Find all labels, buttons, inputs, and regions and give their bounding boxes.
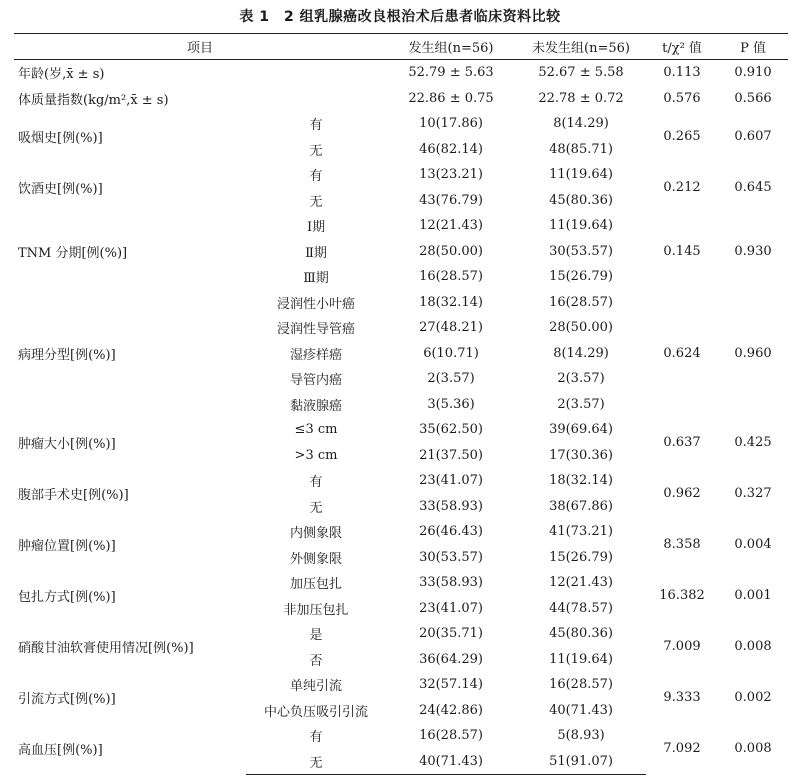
stat-value: 0.212 [663,180,701,195]
group-b-value: 45(80.36) [549,192,613,208]
stat-value: 8.358 [663,537,701,552]
group-b-value: 2(3.57) [557,371,605,387]
group-b-value: 28(50.00) [549,320,613,336]
p-value: 0.001 [734,588,772,603]
table-row [14,672,788,698]
stat-value: 7.092 [663,741,701,757]
group-a-value: 20(35.71) [419,626,483,642]
group-b-value: 44(78.57) [549,600,613,616]
group-a-value: 32(57.14) [419,677,483,693]
group-b-value: 11(19.64) [549,651,613,667]
stat-value: 0.265 [663,129,701,144]
row-sublabel: 导管内癌 [290,373,343,389]
table-row [14,86,788,112]
row-label: 硝酸甘油软膏使用情况[例(%)] [18,641,194,656]
group-b-value: 16(28.57) [549,294,613,310]
table-row [14,723,788,749]
header-group-b: 未发生组(n=56) [516,34,646,60]
stat-value: 7.009 [663,639,701,654]
group-a-value: 21(37.50) [419,447,483,463]
table-header-row [14,34,788,60]
p-value: 0.645 [734,180,772,195]
group-a-value: 40(71.43) [386,749,516,775]
row-sublabel: 湿疹样癌 [290,347,343,363]
table-caption: 表 1 2 组乳腺癌改良根治术后患者临床资料比较 [239,9,561,25]
row-label: 年龄(岁,x̄ ± s) [18,67,105,83]
row-sublabel: 有 [309,169,323,185]
group-b-value: 11(19.64) [549,167,613,183]
group-a-value: 2(3.57) [427,371,475,387]
group-a-value: 23(41.07) [419,473,483,489]
row-sublabel: 无 [246,749,386,775]
row-sublabel: 否 [309,653,323,669]
stat-value: 0.576 [663,90,701,106]
group-a-value: 22.86 ± 0.75 [408,90,494,106]
group-a-value: 6(10.71) [423,345,479,361]
header-item: 项目 [14,34,386,60]
group-a-value: 33(58.93) [419,498,483,514]
group-b-value: 12(21.43) [549,575,613,591]
group-b-value: 40(71.43) [549,702,613,718]
table-row [14,468,788,494]
p-value: 0.910 [734,65,772,81]
stat-value: 0.637 [663,435,701,450]
stat-value: 0.113 [663,65,701,81]
row-sublabel: Ⅱ期 [305,245,327,261]
p-value: 0.960 [734,345,772,361]
row-sublabel: 无 [309,500,323,516]
group-a-value: 18(32.14) [419,294,483,310]
group-b-value: 11(19.64) [549,218,613,234]
row-sublabel: 有 [309,475,323,491]
row-label: TNM 分期[例(%)] [18,245,128,261]
table-body [14,60,788,775]
p-value: 0.607 [734,129,772,144]
group-a-value: 3(5.36) [427,396,475,412]
p-value: 0.008 [734,639,772,654]
row-sublabel: 浸润性导管癌 [277,322,356,338]
row-sublabel: 无 [309,194,323,210]
table-row [14,570,788,596]
table-row [14,290,788,316]
group-b-value: 45(80.36) [549,626,613,642]
group-b-value: 8(14.29) [553,116,609,132]
p-value: 0.425 [734,435,772,450]
group-a-value: 23(41.07) [419,600,483,616]
group-b-value: 30(53.57) [549,243,613,259]
group-a-value: 30(53.57) [419,549,483,565]
group-b-value: 17(30.36) [549,447,613,463]
table-row [14,417,788,443]
row-sublabel: 单纯引流 [290,679,343,695]
group-a-value: 16(28.57) [419,728,483,744]
table-row [14,60,788,86]
p-value: 0.930 [734,243,772,259]
group-b-value: 22.78 ± 0.72 [538,90,624,106]
group-b-value: 48(85.71) [549,141,613,157]
group-a-value: 46(82.14) [419,141,483,157]
group-b-value: 15(26.79) [549,269,613,285]
p-value: 0.566 [734,90,772,106]
row-sublabel: 是 [309,628,323,644]
header-stat: t/χ² 值 [646,34,718,60]
group-b-value: 51(91.07) [516,749,646,775]
row-sublabel: 有 [309,730,323,746]
group-a-value: 12(21.43) [419,218,483,234]
row-sublabel: 无 [309,143,323,159]
row-sublabel: 外侧象限 [290,551,343,567]
group-a-value: 35(62.50) [419,422,483,438]
group-b-value: 2(3.57) [557,396,605,412]
table-row [14,621,788,647]
group-b-value: 18(32.14) [549,473,613,489]
row-sublabel: 黏液腺癌 [290,398,343,414]
group-a-value: 10(17.86) [419,116,483,132]
row-label: 饮酒史[例(%)] [18,182,103,197]
row-label: 肿瘤位置[例(%)] [18,539,116,554]
row-sublabel: 浸润性小叶癌 [277,296,356,312]
group-b-value: 39(69.64) [549,422,613,438]
row-sublabel: Ⅲ期 [303,271,329,287]
group-b-value: 16(28.57) [549,677,613,693]
row-label: 包扎方式[例(%)] [18,590,116,605]
table-row [14,519,788,545]
group-a-value: 26(46.43) [419,524,483,540]
table-row [14,162,788,188]
row-label: 腹部手术史[例(%)] [18,488,129,503]
group-b-value: 15(26.79) [549,549,613,565]
table-row [14,213,788,239]
group-a-value: 28(50.00) [419,243,483,259]
stat-value: 0.962 [663,486,701,501]
group-a-value: 27(48.21) [419,320,483,336]
group-a-value: 52.79 ± 5.63 [408,65,494,81]
row-label: 病理分型[例(%)] [18,347,116,363]
row-label: 肿瘤大小[例(%)] [18,437,116,452]
group-a-value: 33(58.93) [419,575,483,591]
p-value: 0.004 [734,537,772,552]
p-value: 0.327 [734,486,772,501]
stat-value: 0.624 [663,345,701,361]
group-a-value: 24(42.86) [419,702,483,718]
header-p-value: P 值 [718,34,788,60]
group-b-value: 8(14.29) [553,345,609,361]
stat-value: 0.145 [663,243,701,259]
row-label: 吸烟史[例(%)] [18,131,103,146]
row-sublabel: 加压包扎 [290,577,343,593]
row-sublabel: Ⅰ期 [306,220,326,236]
stat-value: 16.382 [659,588,705,603]
row-label: 体质量指数(kg/m²,x̄ ± s) [18,92,169,108]
row-sublabel: >3 cm [294,447,338,463]
clinical-data-table [14,33,788,775]
row-sublabel: 内侧象限 [290,526,343,542]
group-a-value: 36(64.29) [419,651,483,667]
row-sublabel: 有 [309,118,323,134]
table-row [14,111,788,137]
header-group-a: 发生组(n=56) [386,34,516,60]
group-b-value: 41(73.21) [549,524,613,540]
group-a-value: 13(23.21) [419,167,483,183]
row-sublabel: 非加压包扎 [283,602,349,618]
row-sublabel: ≤3 cm [294,422,338,438]
row-sublabel: 中心负压吸引引流 [264,704,369,720]
row-label: 高血压[例(%)] [18,743,103,759]
group-b-value: 5(8.93) [557,728,605,744]
group-a-value: 43(76.79) [419,192,483,208]
group-a-value: 16(28.57) [419,269,483,285]
p-value: 0.008 [734,741,772,757]
group-b-value: 52.67 ± 5.58 [538,65,624,81]
row-label: 引流方式[例(%)] [18,692,116,707]
group-b-value: 38(67.86) [549,498,613,514]
p-value: 0.002 [734,690,772,705]
stat-value: 9.333 [663,690,701,705]
